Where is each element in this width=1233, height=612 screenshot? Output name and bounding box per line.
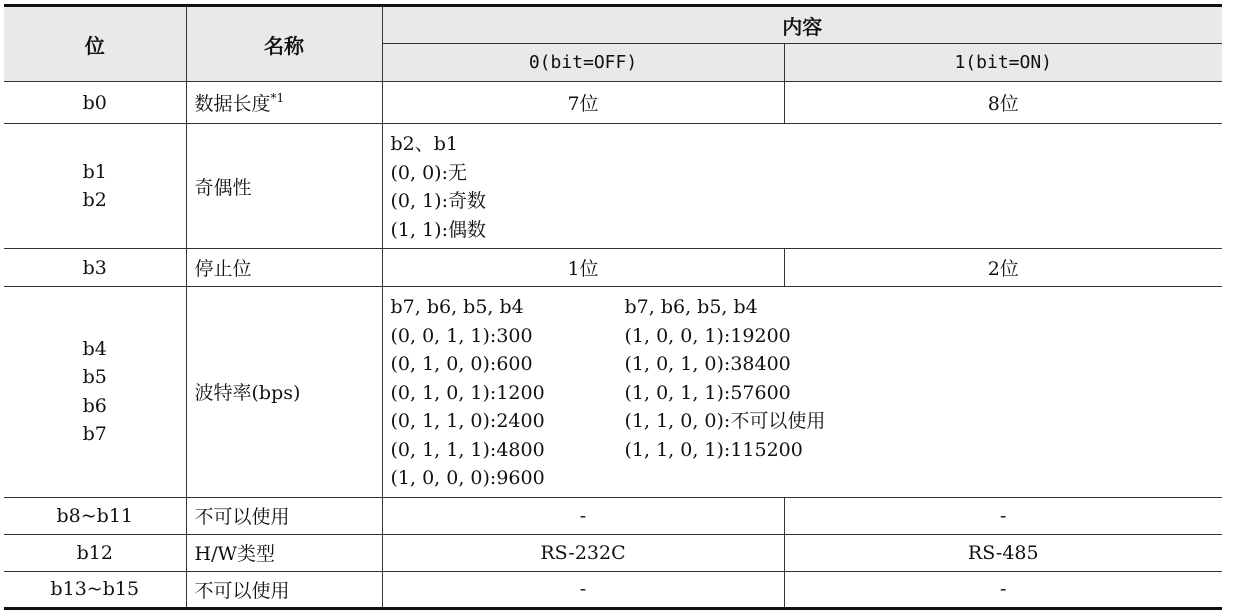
name-text: 数据长度	[194, 93, 271, 115]
off-value-cell: -	[382, 497, 784, 534]
baud-line: b7, b6, b5, b4	[624, 296, 758, 318]
baud-line: (1, 1, 0, 0):不可以使用	[624, 410, 826, 432]
off-value-cell: -	[382, 571, 784, 608]
desc-line: (1, 1):偶数	[390, 218, 486, 241]
off-value-cell: 1位	[382, 249, 784, 287]
name-cell: H/W类型	[186, 534, 382, 571]
bit-settings-table	[4, 4, 1222, 610]
baud-line: (0, 1, 1, 0):2400	[390, 410, 545, 432]
table-row	[4, 534, 1222, 571]
desc-line: (0, 1):奇数	[390, 190, 486, 212]
baud-line: (0, 1, 0, 0):600	[390, 353, 533, 375]
bit-cell: b3	[4, 249, 186, 287]
bit-cell: b13~b15	[4, 571, 186, 608]
footnote-mark: *1	[270, 91, 285, 105]
name-cell: 不可以使用	[186, 497, 382, 534]
table-row	[4, 82, 1222, 124]
header-name: 名称	[186, 6, 382, 82]
bit-label: b5	[82, 366, 107, 389]
baud-line: (0, 1, 0, 1):1200	[390, 381, 545, 404]
on-value-cell: 8位	[784, 82, 1222, 124]
baud-line: (1, 1, 0, 1):115200	[624, 438, 803, 461]
bit-cell: b12	[4, 534, 186, 571]
baud-line: (0, 0, 1, 1):300	[390, 324, 533, 347]
bit-cell	[4, 124, 186, 249]
header-content: 内容	[382, 6, 1222, 44]
header-off: 0(bit=OFF)	[382, 44, 784, 82]
table-row	[4, 124, 1222, 249]
bit-cell	[4, 287, 186, 498]
desc-line: b2、b1	[390, 133, 459, 155]
name-cell	[186, 82, 382, 124]
baud-description	[382, 287, 1222, 498]
parity-description	[382, 124, 1222, 249]
baud-column-right	[625, 293, 826, 493]
on-value-cell: RS-485	[784, 534, 1222, 571]
name-cell: 停止位	[186, 249, 382, 287]
table-row	[4, 571, 1222, 608]
table-row	[4, 249, 1222, 287]
on-value-cell: 2位	[784, 249, 1222, 287]
desc-line: (0, 0):无	[390, 161, 467, 184]
baud-line: (0, 1, 1, 1):4800	[390, 438, 545, 461]
bit-cell: b8~b11	[4, 497, 186, 534]
table-row	[4, 497, 1222, 534]
baud-column-left	[391, 293, 625, 493]
on-value-cell: -	[784, 571, 1222, 608]
name-cell: 不可以使用	[186, 571, 382, 608]
off-value-cell: RS-232C	[382, 534, 784, 571]
header-bit: 位	[4, 6, 186, 82]
bit-label: b1	[82, 160, 107, 183]
table-row	[4, 287, 1222, 498]
header-on: 1(bit=ON)	[784, 44, 1222, 82]
bit-label: b7	[82, 423, 107, 446]
bit-cell: b0	[4, 82, 186, 124]
baud-line: (1, 0, 0, 0):9600	[390, 467, 545, 489]
baud-line: (1, 0, 1, 1):57600	[624, 381, 791, 404]
baud-line: b7, b6, b5, b4	[390, 296, 524, 318]
baud-line: (1, 0, 1, 0):38400	[624, 353, 791, 375]
bit-label: b2	[82, 189, 107, 211]
bit-label: b6	[82, 394, 107, 417]
name-cell: 奇偶性	[186, 124, 382, 249]
baud-line: (1, 0, 0, 1):19200	[624, 324, 791, 347]
bit-label: b4	[82, 337, 107, 360]
on-value-cell: -	[784, 497, 1222, 534]
off-value-cell: 7位	[382, 82, 784, 124]
name-cell: 波特率(bps)	[186, 287, 382, 498]
